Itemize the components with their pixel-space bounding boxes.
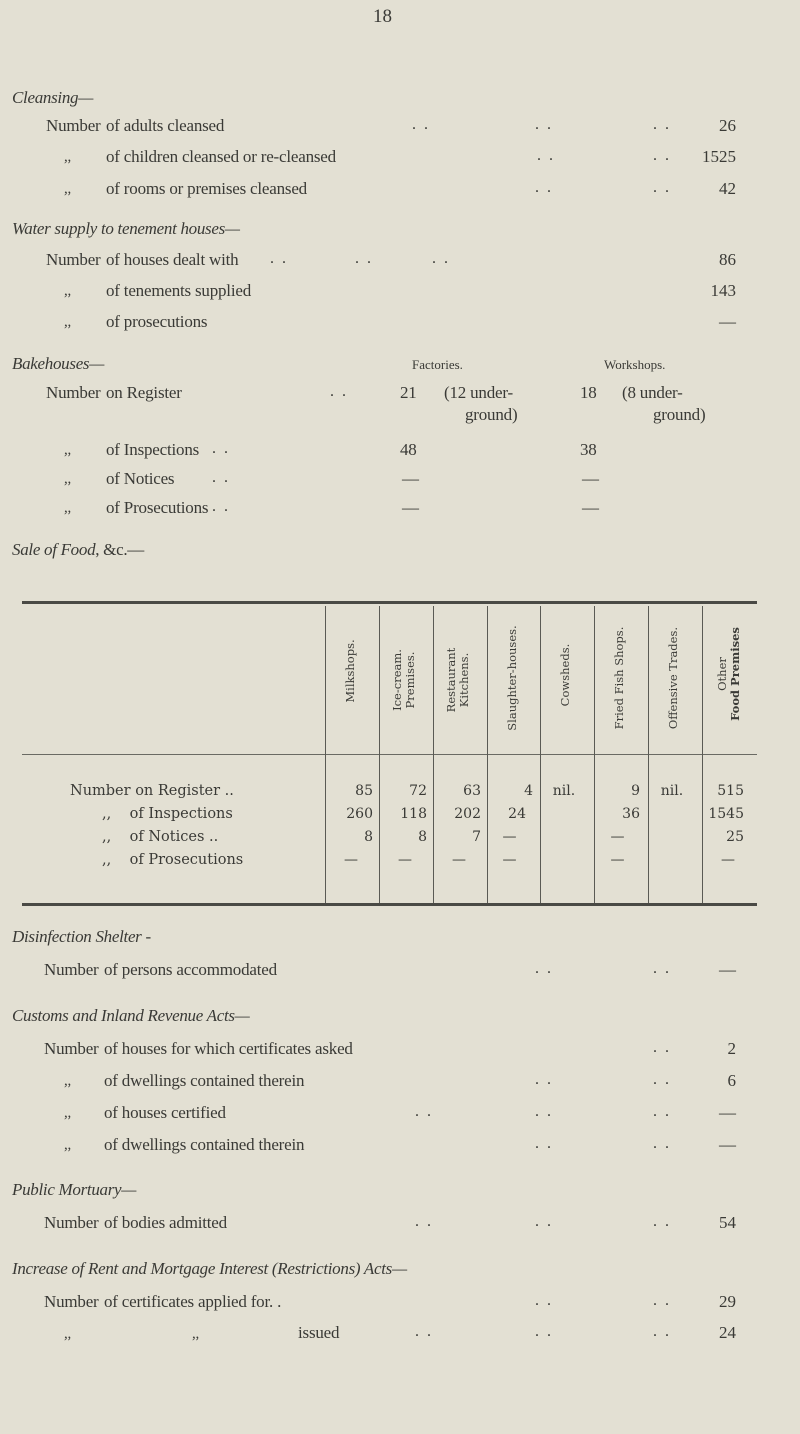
table-cell: — xyxy=(398,852,412,868)
leader-dots: . . xyxy=(432,250,450,267)
row-value: 26 xyxy=(719,116,736,135)
table-row-label: ,, of Inspections xyxy=(102,806,233,822)
table-cell: 63 xyxy=(463,783,481,799)
leader-dots: . . xyxy=(653,1292,671,1309)
column-header: Cowsheds. xyxy=(558,643,572,707)
row-value: — xyxy=(719,960,736,979)
table-row-label: ,, of Notices .. xyxy=(102,829,219,845)
leader-dots: . . xyxy=(412,116,430,133)
table-cell: 85 xyxy=(355,783,373,799)
leader-dots: . . xyxy=(535,1323,553,1340)
factories-value: 48 xyxy=(400,440,417,459)
table-row-label: ,, of Prosecutions xyxy=(102,852,244,868)
leader-dots: . . xyxy=(535,960,553,977)
leader-dots: . . xyxy=(653,1323,671,1340)
factories-value: 21 xyxy=(400,383,417,402)
table-cell: nil. xyxy=(552,783,576,799)
table-cell: nil. xyxy=(660,783,684,799)
row-label: of dwellings contained therein xyxy=(104,1071,305,1090)
ditto-mark: ,, xyxy=(64,500,72,516)
table-cell: 8 xyxy=(364,829,373,845)
section-heading xyxy=(12,540,144,560)
workshops-value: — xyxy=(582,498,599,517)
column-divider xyxy=(540,606,541,903)
leader-dots: . . xyxy=(653,1039,671,1056)
row-value: 86 xyxy=(719,250,736,269)
row-value: — xyxy=(719,312,736,331)
table-cell: 1545 xyxy=(708,806,744,822)
table-cell: 8 xyxy=(418,829,427,845)
row-value: 29 xyxy=(719,1292,736,1311)
leader-dots: . . xyxy=(653,1103,671,1120)
table-cell: — xyxy=(452,852,466,868)
row-label: of persons accommodated xyxy=(104,960,277,979)
table-cell: 202 xyxy=(454,806,481,822)
workshops-value: 18 xyxy=(580,383,597,402)
section-heading: Disinfection Shelter - xyxy=(12,927,151,946)
row-label: of dwellings contained therein xyxy=(104,1135,305,1154)
row-label: on Register xyxy=(106,383,182,402)
row-label: of prosecutions xyxy=(106,312,208,331)
ditto-mark: ,, xyxy=(64,149,72,165)
table-cell: — xyxy=(721,852,735,868)
ditto-mark: ,, xyxy=(64,442,72,458)
leader-dots: . . xyxy=(415,1213,433,1230)
leader-dots: . . xyxy=(653,116,671,133)
leader-dots: . . xyxy=(212,440,230,457)
row-label: issued xyxy=(298,1323,340,1342)
leader-dots: . . xyxy=(535,116,553,133)
column-divider xyxy=(648,606,649,903)
leader-dots: . . xyxy=(653,960,671,977)
leader-dots: . . xyxy=(653,1135,671,1152)
leader-dots: . . xyxy=(653,1213,671,1230)
row-prefix: Number xyxy=(44,1039,99,1058)
column-header: Restaurant Kitchens. xyxy=(444,647,471,713)
leader-dots: . . xyxy=(212,469,230,486)
table-top-rule xyxy=(22,601,757,604)
workshops-note: ground) xyxy=(653,405,706,424)
ditto-mark: ,, xyxy=(64,1326,72,1342)
table-header-rule xyxy=(22,754,757,755)
factories-note: ground) xyxy=(465,405,518,424)
table-cell: 36 xyxy=(622,806,640,822)
row-value: 54 xyxy=(719,1213,736,1232)
table-cell: 72 xyxy=(409,783,427,799)
row-prefix: Number xyxy=(44,1292,99,1311)
column-header: Slaughter-houses. xyxy=(505,625,519,731)
row-value: — xyxy=(719,1103,736,1122)
row-label: of adults cleansed xyxy=(106,116,225,135)
ditto-mark: ,, xyxy=(64,1105,72,1121)
leader-dots: . . xyxy=(535,1071,553,1088)
heading-italic: Sale of Food xyxy=(12,540,96,559)
column-header: Fried Fish Shops. xyxy=(612,626,626,730)
leader-dots: . . xyxy=(270,250,288,267)
table-cell: — xyxy=(502,852,517,868)
ditto-mark: ,, xyxy=(64,181,72,197)
leader-dots: . . xyxy=(535,1103,553,1120)
row-value: 24 xyxy=(719,1323,736,1342)
table-cell: — xyxy=(610,829,625,845)
table-bottom-rule xyxy=(22,903,757,906)
column-header: Milkshops. xyxy=(343,639,357,703)
heading-rest: , &c.— xyxy=(95,540,144,559)
leader-dots: . . xyxy=(535,1292,553,1309)
factories-note: (12 under- xyxy=(444,383,513,402)
table-cell: 7 xyxy=(472,829,481,845)
table-cell: 24 xyxy=(508,806,526,822)
column-header-workshops: Workshops. xyxy=(604,357,666,372)
table-cell: 25 xyxy=(726,829,744,845)
row-value: 143 xyxy=(710,281,736,300)
table-cell: — xyxy=(344,852,358,868)
table-cell: — xyxy=(610,852,625,868)
table-cell: 4 xyxy=(524,783,533,799)
row-prefix: Number xyxy=(44,1213,99,1232)
table-row-label: Number on Register .. xyxy=(70,783,234,799)
row-label: of certificates applied for. . xyxy=(104,1292,282,1311)
table-cell: — xyxy=(502,829,517,845)
row-value: — xyxy=(719,1135,736,1154)
row-label: of bodies admitted xyxy=(104,1213,227,1232)
leader-dots: . . xyxy=(653,179,671,196)
factories-value: — xyxy=(402,498,419,517)
section-heading: Customs and Inland Revenue Acts— xyxy=(12,1006,250,1025)
row-label: of children cleansed or re-cleansed xyxy=(106,147,336,166)
factories-value: — xyxy=(402,469,419,488)
ditto-mark: ,, xyxy=(192,1326,200,1342)
row-prefix: Number xyxy=(46,250,101,269)
column-header: Other Food Premises xyxy=(715,627,742,721)
row-label: of rooms or premises cleansed xyxy=(106,179,307,198)
leader-dots: . . xyxy=(415,1103,433,1120)
leader-dots: . . xyxy=(212,498,230,515)
ditto-mark: ,, xyxy=(64,314,72,330)
column-header: Offensive Trades. xyxy=(666,626,680,730)
row-label: of tenements supplied xyxy=(106,281,251,300)
table-cell: 260 xyxy=(346,806,373,822)
leader-dots: . . xyxy=(330,383,348,400)
column-header-factories: Factories. xyxy=(412,357,463,372)
leader-dots: . . xyxy=(355,250,373,267)
leader-dots: . . xyxy=(653,147,671,164)
row-prefix: Number xyxy=(46,116,101,135)
row-label: of Notices xyxy=(106,469,175,488)
section-heading: Water supply to tenement houses— xyxy=(12,219,240,238)
leader-dots: . . xyxy=(535,1135,553,1152)
section-heading: Cleansing— xyxy=(12,88,94,107)
row-label: of houses dealt with xyxy=(106,250,239,269)
ditto-mark: ,, xyxy=(64,1137,72,1153)
row-prefix: Number xyxy=(46,383,101,402)
row-label: of houses for which certificates asked xyxy=(104,1039,353,1058)
leader-dots: . . xyxy=(653,1071,671,1088)
row-prefix: Number xyxy=(44,960,99,979)
row-label: of houses certified xyxy=(104,1103,226,1122)
leader-dots: . . xyxy=(535,179,553,196)
workshops-value: — xyxy=(582,469,599,488)
leader-dots: . . xyxy=(415,1323,433,1340)
table-cell: 515 xyxy=(717,783,744,799)
row-value: 1525 xyxy=(702,147,736,166)
leader-dots: . . xyxy=(537,147,555,164)
section-heading: Bakehouses— xyxy=(12,354,105,373)
ditto-mark: ,, xyxy=(64,1073,72,1089)
workshops-note: (8 under- xyxy=(622,383,683,402)
leader-dots: . . xyxy=(535,1213,553,1230)
row-value: 6 xyxy=(727,1071,736,1090)
row-value: 42 xyxy=(719,179,736,198)
ditto-mark: ,, xyxy=(64,471,72,487)
page-number: 18 xyxy=(373,6,392,27)
workshops-value: 38 xyxy=(580,440,597,459)
table-cell: 9 xyxy=(631,783,640,799)
row-label: of Prosecutions xyxy=(106,498,209,517)
row-label: of Inspections xyxy=(106,440,200,459)
row-value: 2 xyxy=(727,1039,736,1058)
section-heading: Increase of Rent and Mortgage Interest (Restrictions) Acts— xyxy=(12,1259,407,1278)
ditto-mark: ,, xyxy=(64,283,72,299)
column-header: Ice-cream. Premises. xyxy=(390,649,417,711)
section-heading: Public Mortuary— xyxy=(12,1180,137,1199)
table-cell: 118 xyxy=(400,806,427,822)
